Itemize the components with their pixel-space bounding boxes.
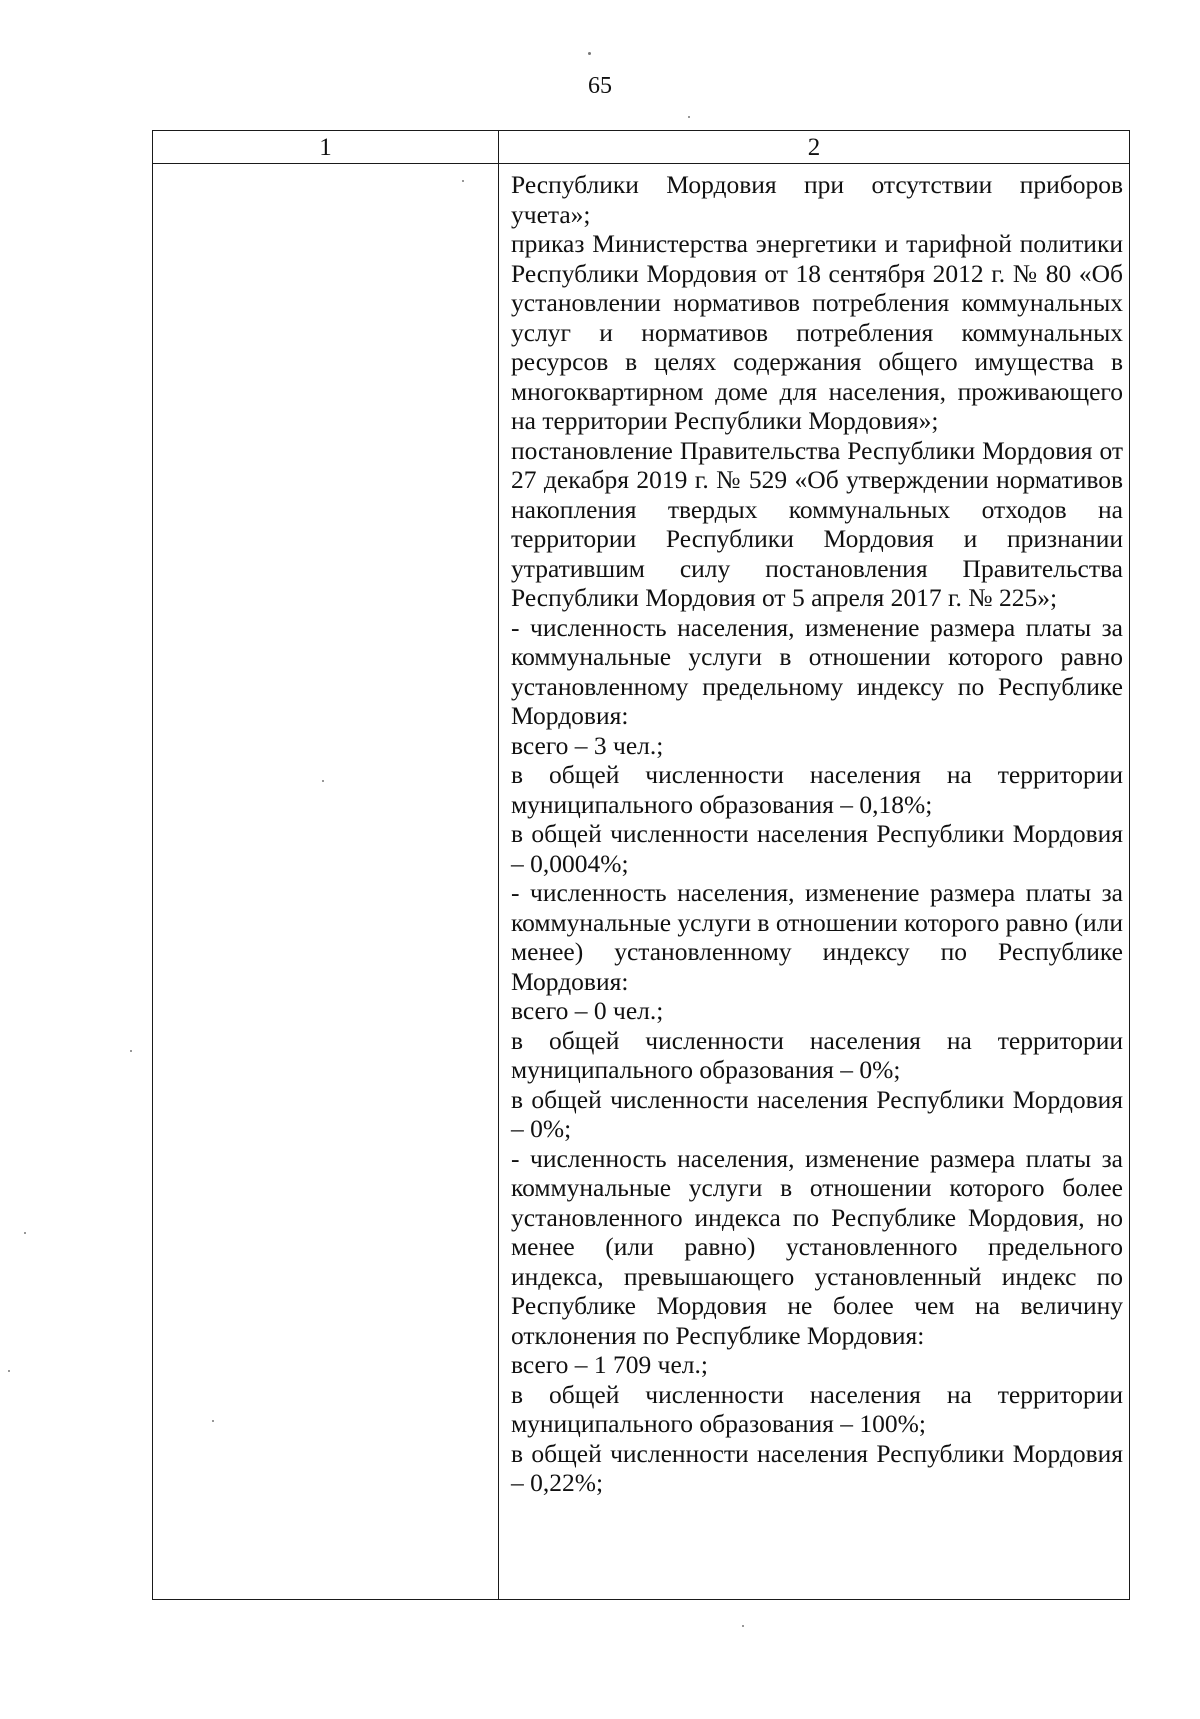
- paragraph-10: в общей численности населения на территории муниципального образования – 0%;: [511, 1025, 1123, 1084]
- scan-speck: [742, 1625, 744, 1627]
- paragraph-11: в общей численности населения Республики Мордовия – 0%;: [511, 1084, 1123, 1143]
- column-2-cell: [499, 164, 1130, 1600]
- scan-speck: [24, 1232, 26, 1234]
- table-header-row: [153, 131, 1130, 164]
- paragraph-1: Республики Мордовия при отсутствии приборов учета»;: [511, 170, 1123, 229]
- scan-speck: [8, 1370, 10, 1372]
- paragraph-8: - численность населения, изменение размера платы за коммунальные услуги в отношении которого равно (или менее) установленному индексу по Республике Мордовия:: [511, 878, 1123, 996]
- scan-speck: [688, 116, 690, 118]
- column-1-cell: [153, 164, 499, 1600]
- paragraph-9: всего – 0 чел.;: [511, 996, 664, 1025]
- paragraph-15: в общей численности населения Республики Мордовия – 0,22%;: [511, 1438, 1123, 1497]
- scan-speck: [212, 1420, 214, 1422]
- column-header-2: 2: [499, 131, 1130, 164]
- paragraph-5: всего – 3 чел.;: [511, 730, 664, 760]
- paragraph-2: приказ Министерства энергетики и тарифной политики Республики Мордовия от 18 сентября 2012 г. № 80 «Об установлении нормативов потребления коммунальных услуг и нормативов потребления коммунальных ресурсов в целях содержания общего имущества в многоквартирном доме для населения, проживающего на территории Республики Мордовия»;: [511, 229, 1123, 435]
- paragraph-4: - численность населения, изменение размера платы за коммунальные услуги в отношении которого равно установленному предельному индексу по Республике Мордовия:: [511, 612, 1123, 730]
- column-header-1: 1: [153, 131, 499, 164]
- scan-speck: [130, 1050, 132, 1052]
- paragraph-12: - численность населения, изменение размера платы за коммунальные услуги в отношении которого более установленного индекса по Республике Мордовия, но менее (или равно) установленного предельного индекса, превышающего установленный индекс по Республике Мордовия не более чем на величину отклонения по Республике Мордовия:: [511, 1143, 1123, 1350]
- document-table: [152, 130, 1130, 1600]
- page-number: 65: [588, 73, 612, 99]
- scan-speck: [588, 52, 591, 55]
- scan-speck: [462, 180, 464, 182]
- scan-speck: [322, 780, 324, 782]
- paragraph-13: всего – 1 709 чел.;: [511, 1350, 708, 1379]
- paragraph-7: в общей численности населения Республики Мордовия – 0,0004%;: [511, 819, 1123, 878]
- paragraph-14: в общей численности населения на территории муниципального образования – 100%;: [511, 1379, 1123, 1438]
- table-row: [153, 164, 1130, 1600]
- paragraph-6: в общей численности населения на территории муниципального образования – 0,18%;: [511, 760, 1123, 819]
- paragraph-3: постановление Правительства Республики Мордовия от 27 декабря 2019 г. № 529 «Об утверждении нормативов накопления твердых коммунальных отходов на территории Республики Мордовия и признании утратившим силу постановления Правительства Республики Мордовия от 5 апреля 2017 г. № 225»;: [511, 435, 1123, 612]
